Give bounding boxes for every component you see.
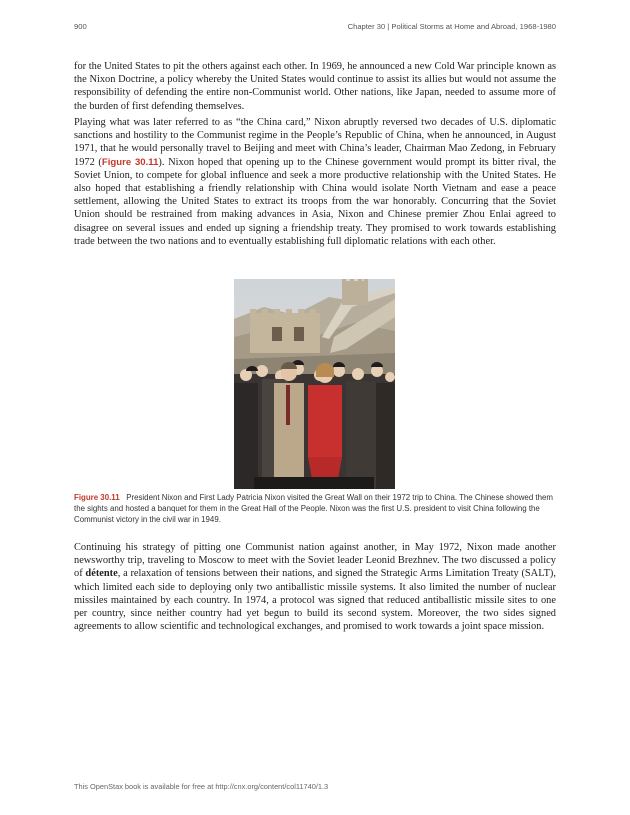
paragraph-2 <box>74 116 556 248</box>
figure-reference-link[interactable]: Figure 30.11 <box>101 156 159 168</box>
chapter-title: Chapter 30 | Political Storms at Home and Abroad, 1968-1980 <box>347 22 556 31</box>
figure-label: Figure 30.11 <box>74 493 120 502</box>
paragraph-2-text-after: ). Nixon hoped that opening up to the Chinese government would prompt its bitter rival, the Soviet Union, to compete for global influence and seek a more productive relationship with the United States. He also hoped that establishing a friendly relationship with China would isolate North Vietnam and ease a peace settlement, allowing the United States to extract its troops from the war honorably. Concurring that the Soviet Union should be restrained from making advances in Asia, Nixon and Chinese premier Zhou Enlai agreed to disagree on several issues and ended up signing a friendship treaty. They promised to work towards establishing trade between the two nations and to eventually establishing full diplomatic relations with each other. <box>74 156 556 247</box>
paragraph-3-text-before: Continuing his strategy of pitting one Communist nation against another, in May 1972, Nixon made another newsworthy trip, traveling to Moscow to meet with the Soviet leader Leonid Brezhnev. The two discussed a policy of <box>74 542 556 580</box>
figure-caption-text: President Nixon and First Lady Patricia Nixon visited the Great Wall on their 1972 trip to China. The Chinese showed them the sights and hosted a banquet for them in the Great Hall of the People. Nixon was the first U.S. president to visit China following the Communist victory in the civil war in 1949. <box>74 493 553 524</box>
paragraph-2-text-before: Playing what was later referred to as “the China card,” Nixon abruptly reversed two decades of U.S. diplomatic sanctions and hostility to the Communist regime in the People’s Republic of China, when he announced, in August 1971, that he would personally travel to Beijing and meet with China’s leader, Chairman Mao Zedong, in February 1972 ( <box>74 117 556 168</box>
great-wall-photo <box>234 279 395 489</box>
paragraph-1: for the United States to pit the others against each other. In 1969, he announced a new Cold War principle known as the Nixon Doctrine, a policy whereby the United States would continue to assist its allies but would not assume the responsibility of defending the entire non-Communist world. Other nations, like Japan, needed to assume more of the burden of first defending themselves. <box>74 61 556 112</box>
figure-photo-great-wall <box>234 279 395 489</box>
paragraph-3-text-after: , a relaxation of tensions between their nations, and signed the Strategic Arms Limitation Treaty (SALT), which limited each side to deploying only two antiballistic missile systems. It also limited the number of nuclear missiles maintained by each country. In 1974, a protocol was signed that reduced antiballistic missile sites to one per country, since neither country had yet begun to build its second system. Moreover, the two sides signed agreements to allow scientific and technological exchanges, and promised to work towards a joint space mission. <box>74 568 556 633</box>
paragraph-3 <box>74 541 556 633</box>
page-footer: This OpenStax book is available for free at http://cnx.org/content/col11740/1.3 <box>74 782 329 791</box>
page-header <box>74 22 556 34</box>
figure-caption <box>74 492 556 525</box>
key-term-detente: détente <box>85 568 118 580</box>
page-number: 900 <box>74 22 87 31</box>
